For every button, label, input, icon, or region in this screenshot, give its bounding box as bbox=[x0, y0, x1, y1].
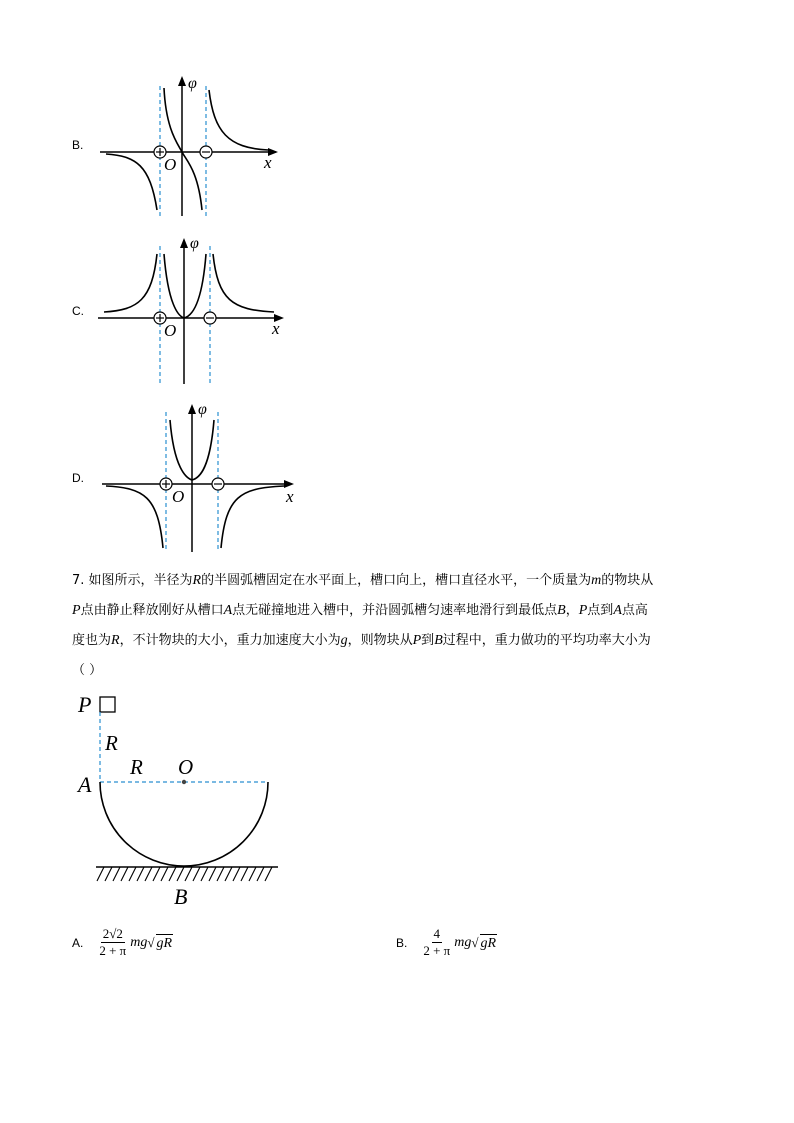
curve-middle-branch bbox=[164, 254, 206, 318]
option-b-graph bbox=[96, 70, 286, 220]
label-R-horizontal: R bbox=[130, 755, 143, 779]
y-axis-arrow bbox=[188, 404, 196, 414]
curve-left-branch bbox=[106, 486, 163, 548]
option-c-graph bbox=[94, 232, 294, 388]
label-A: A bbox=[78, 772, 92, 797]
label-R-vertical: R bbox=[105, 731, 118, 755]
label-B: B bbox=[174, 884, 188, 909]
phi-label: φ bbox=[198, 401, 207, 418]
question-line-2: P点由静止释放刚好从槽口A点无碰撞地进入槽中，并沿圆弧槽匀速率地滑行到最低点B，P点到A点高 bbox=[72, 603, 648, 618]
x-label: x bbox=[286, 487, 294, 506]
question-line-4: （ ） bbox=[72, 663, 103, 678]
y-axis-arrow bbox=[178, 76, 186, 86]
curve-right-branch bbox=[209, 90, 268, 150]
answer-choice-a[interactable]: A. $\frac{2√2}{2 + \pi}$ mg √ gR bbox=[72, 926, 173, 958]
curve-right-branch bbox=[213, 254, 274, 312]
question-7-figure bbox=[70, 688, 290, 910]
x-label: x bbox=[264, 153, 272, 172]
x-label: x bbox=[272, 319, 280, 338]
block-icon bbox=[100, 697, 115, 712]
answer-choice-b[interactable]: B. $\frac{4}{2 + \pi}$ mg √ gR bbox=[396, 926, 497, 958]
curve-left-branch bbox=[104, 254, 157, 312]
label-P: P bbox=[78, 692, 92, 717]
option-d-graph bbox=[98, 398, 308, 556]
fraction-b: $\frac{4}{2 + \pi}$ bbox=[423, 926, 451, 958]
option-d-label: D. bbox=[72, 471, 84, 485]
y-axis-arrow bbox=[180, 238, 188, 248]
fraction-a: $\frac{2√2}{2 + \pi}$ bbox=[99, 926, 127, 958]
curve-right-branch bbox=[221, 486, 284, 548]
question-line-1: 7. 如图所示，半径为R的半圆弧槽固定在水平面上，槽口向上，槽口直径水平，一个质量为m的物块从 bbox=[72, 573, 654, 588]
origin-label: O bbox=[164, 155, 177, 174]
question-7-text bbox=[72, 566, 732, 686]
curve-left-branch bbox=[106, 154, 157, 210]
phi-label: φ bbox=[190, 235, 199, 252]
option-b-label: B. bbox=[72, 138, 84, 152]
origin-label: O bbox=[172, 487, 185, 506]
label-O: O bbox=[178, 755, 194, 779]
phi-label: φ bbox=[188, 75, 197, 92]
option-c-label: C. bbox=[72, 304, 84, 318]
origin-label: O bbox=[164, 321, 177, 340]
semicircle-groove bbox=[100, 782, 268, 866]
center-dot bbox=[182, 780, 186, 784]
ground-hatching bbox=[97, 867, 272, 881]
question-line-3: 度也为R，不计物块的大小，重力加速度大小为g，则物块从P到B过程中，重力做功的平均功率大小为 bbox=[72, 633, 651, 648]
curve-middle-branch bbox=[164, 88, 202, 210]
